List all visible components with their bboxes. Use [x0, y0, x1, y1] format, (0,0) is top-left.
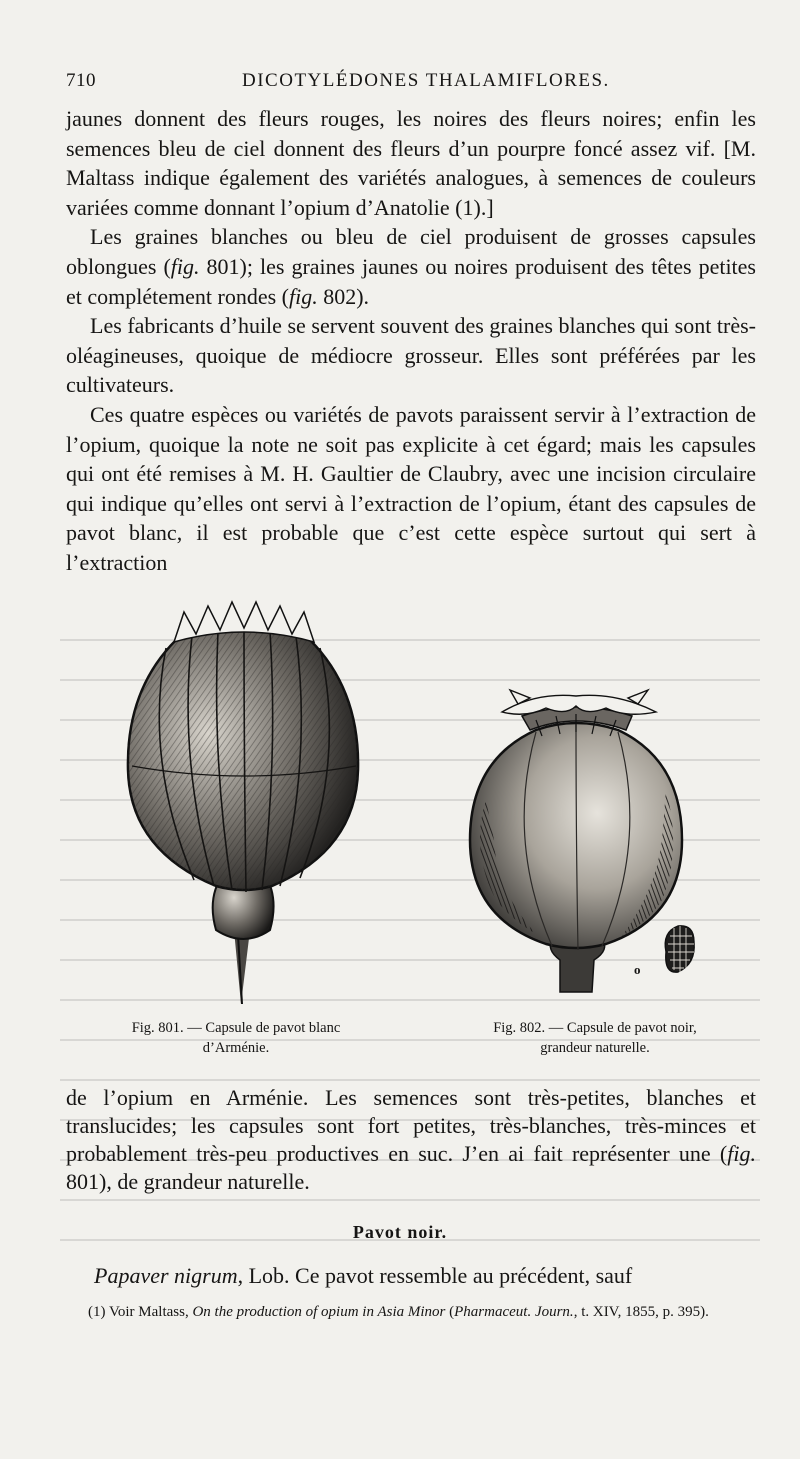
black-poppy-capsule-illustration — [470, 690, 694, 992]
fig-reference: fig. — [170, 253, 200, 279]
paragraph-6: Papaver nigrum, Lob. Ce pavot ressemble au précédent, sauf — [94, 1263, 633, 1288]
paragraph-4: Ces quatre espèces ou variétés de pavots paraissent servir à l’extraction de l’opium, quoique la note ne soit pas explicite à cet égard; mais les capsules qui ont été remises à M. H. Gaultier de Claubry, avec une incision circulaire qui indique qu’elles ont servi à l’extraction de l’opium, étant des capsules de pavot blanc, il est probable que c’est cette espèce surtout qui sert à l’extraction — [66, 401, 756, 575]
running-title: DICOTYLÉDONES THALAMIFLORES. — [242, 70, 610, 91]
cited-journal: Pharmaceut. Journ. — [454, 1304, 574, 1320]
white-poppy-capsule-illustration — [128, 602, 358, 1004]
species-name: Papaver nigrum — [94, 1263, 238, 1288]
figure-801-caption — [86, 1018, 386, 1058]
footnote-marker: (1) — [88, 1304, 106, 1320]
seed-label: o — [634, 962, 641, 977]
footnote: (1) Voir Maltass, On the production of opium in Asia Minor (Pharmaceut. Journ., t. XIV, 1855, p. 395). — [88, 1304, 709, 1320]
page-number: 710 — [66, 70, 96, 91]
seed-illustration — [665, 926, 694, 972]
figure-802-caption — [440, 1018, 750, 1058]
figure-group — [66, 600, 796, 1080]
figure-801-caption-line-1: Fig. 801. — Capsule de pavot blanc — [131, 1020, 341, 1036]
cited-title: On the production of opium in Asia Minor — [192, 1304, 446, 1320]
figure-802-caption-line-2: grandeur naturelle. — [540, 1040, 650, 1056]
figure-801-caption-line-2: d’Arménie. — [202, 1040, 270, 1056]
paragraph-3: Les fabricants d’huile se servent souvent des graines blanches qui sont très-oléagineuses, quoique de médiocre grosseur. Elles sont préférées par les cultivateurs. — [66, 313, 756, 398]
figure-802-caption-line-1: Fig. 802. — Capsule de pavot noir, — [493, 1020, 697, 1036]
section-heading: Pavot noir. — [352, 1222, 448, 1242]
paragraph-1: jaunes donnent des fleurs rouges, les noires des fleurs noires; enfin les semences bleu de ciel donnent des fleurs d’un pourpre foncé assez vif. [M. Maltass indique également des variétés analogues, à semences de couleurs variées comme donnant l’opium d’Anatolie (1).] — [66, 106, 756, 220]
paragraph-5: de l’opium en Arménie. Les semences sont très-petites, blanches et translucides; les capsules sont fort petites, très-blanches, très-minces et probablement très-peu productives en suc. J’en ai fait représenter une (fig. 801), de grandeur naturelle. — [66, 1085, 756, 1194]
continued-text — [66, 1084, 756, 1196]
main-text — [66, 104, 756, 578]
page-header — [66, 66, 756, 96]
fig-reference: fig. — [727, 1141, 756, 1166]
figure-engravings — [66, 600, 796, 1020]
fig-reference: fig. — [288, 283, 318, 309]
paragraph-2: Les graines blanches ou bleu de ciel produisent de grosses capsules oblongues (fig. 801); les graines jaunes ou noires produisent des têtes petites et complétement rondes (fig. 802). — [66, 224, 756, 309]
